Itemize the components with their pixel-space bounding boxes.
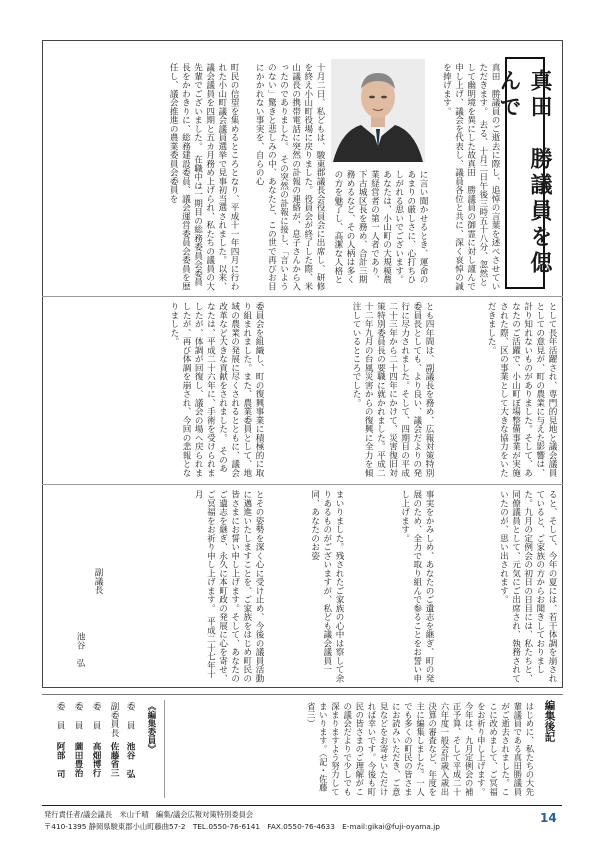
committee-name: 阿部 司 [55,742,65,779]
page-footer [0,800,595,842]
signature-block [60,568,114,684]
committee-member-1 [124,702,136,790]
editor-note-heading-text: 編集後記 [543,700,556,742]
signature-name: 池谷 弘 [75,632,85,667]
article-column-6: とも四年間は、副議長を務め、広報対策特別委員長としても、より良い、議会だよりの発行に尽力されました。そして、四期目の平成二十三年から二十四年にかけて、災害復旧対策特別委員長の要職に就かれました。平成二十二年九月の台風災害からの復興に全力を傾注しているところでした。 [351,302,434,477]
committee-heading: 《編集委員》 [147,702,157,754]
portrait-illustration [331,59,425,162]
committee-role: 委 員 [91,702,101,730]
article-column-9: 事実をかみしめ、あなたのご遺志を継ぎ、町の発展のため、全力で取り組んで参ることをお誓い申し上げます。 [399,490,434,683]
article-column-5: として長年活躍され、専門的見地と議会議員としての意見が、町の農業に与えた影響は、計り知れないものがありました。そして、あなたのご活躍で、小山町ぼ場整備事業が実施された際、区の事業として大きな協力をいただきました。 [486,302,557,477]
committee-name: 薗田豊治 [73,742,83,777]
committee-member-2 [108,702,120,790]
committee-member-3 [90,702,102,790]
page-number: 14 [540,811,557,825]
article-column-8: ると、そして、今年の夏には、若干体調を崩されていると、ご家族の方からお聞きしておりました。九月の定例会の初日の日目には、私たちと、同僚議員として、元気にご出席され、執務されていたのが、思い出されます。 [498,490,557,683]
article-title: 真田 勝議員を偲んで [496,69,553,277]
committee-name: 佐藤省三 [109,742,119,777]
editor-note-heading [540,700,560,800]
section-divider [42,694,563,695]
article-column-1: 真田 勝議員のご逝去に際し、追悼の言葉を述べさせていただきます。 去る、十月二日午後三時五十八分、忽然として幽明境を異にした故真田 勝議員の御霊に対し謹んで申し上げ、議会を代表し、議員各位と共に、深く哀悼の誠を捧げます。 [441,63,500,291]
committee-name: 高畑博行 [91,742,101,777]
article-column-4: 町民の信望を集めるところとなり、平成十一年四月に行われた小山町議会議員選挙で見事初当選されました。以来、議会議員を四期と五カ月務め上げられ、私たちの議員の大先輩でございました。 在職中は一期目の総務委員会委員長をかわきりに、総務建設委員、議会運営委員会委員を歴任し、議会推進の農業委員会委員を [168,63,239,291]
tier-divider-1 [42,296,563,297]
article-column-11: とその姿勢を深く心に受け止め、今後の議員活動に邁進いたしますことを、ご家族をはじめ町民の皆さまにお誓い申し上げます。そして、あなたのご遺志を継ぎ、永久に本町政の発展に心を寄せ、ご冥福をお祈り申し上げます。 平成二十七年十月 [193,490,264,683]
article-column-3: に言い聞かせるとき、運命のあまりの厳しさに、心打ちひしがれる思いでございます。 あなたは、小山町の大規模農業経営者の第一人者であり、下古城区長を務め、合計三期務めるなど、その人柄は多くの方を魅了し、高潔な人格と [333,170,428,284]
committee-role: 委 員 [125,702,135,730]
committee-name: 池谷 弘 [125,742,135,779]
article-column-10: まいりました。残されたご家族の心中は察して余りあるものがございますが、私ども議会議員一同、あなたのお姿 [309,490,344,683]
tier-divider-2 [42,484,563,485]
committee-role: 副委員長 [109,702,119,737]
footer-publisher: 発行責任者/議会議長 米山千晴 編集/議会広報対策特別委員会 [44,810,254,819]
signature-role: 副議長 [93,568,103,595]
article-title-box [496,57,553,289]
article-column-2: 十月二日、私どもは、駿東郡議長会役員会に出席し、研修を終え小山町役場に戻りました。役員会が終了した際、米山議長の携帯電話に突然の訃報の連絡が、息子さんから入ったのでありました。 その突然の訃報に接し、「言いようのない」驚きと悲しみの中、あなたと、この世で再びお目にかかれない事実を、自らの心 [254,63,325,291]
committee-member-4 [72,702,84,790]
editor-note-body: はじめに、私たちの大先輩議員である真田勝議員がご逝去されました。ここに改めまして、ご冥福をお祈り申し上げます。今年は、九月定例会の補正予算、そして平成二十六年度一般会計歳入歳出決算の審査など、年度を主に編集しました。一人でも多くの町民の皆さまにお読みいただき、ご意見などをお寄せいただければ幸いです。今後も町民の皆さまのご理解がこの議会だよりで少しでも深まりますよう努力してまいります。（記・佐藤省三） [306,702,535,796]
committee-member-5 [54,702,66,790]
committee-role: 委 員 [73,702,83,730]
committee-box [44,700,165,798]
article-column-7: 委員会を組織し、町の復興事業に積極的に取り組まれました。また、農業委員として、地域の農業の発展に尽くされるとともに、議会改革など大きな貢献をされました。 そのあなたは、平成二十六年に、手術を受けられましたが、体調が回復し、議会の場へ戻られましたが、再び体調を崩され、今回の悲報となりました。 [168,302,264,477]
portrait-photo [331,59,425,162]
committee-role: 委 員 [55,702,65,730]
footer-contact: 〒410-1395 静岡県駿東郡小山町藤曲57-2 TEL.0550-76-6141 FAX.0550-76-4633 E-mail:gikai@fuji-oyama.jp [44,822,440,831]
